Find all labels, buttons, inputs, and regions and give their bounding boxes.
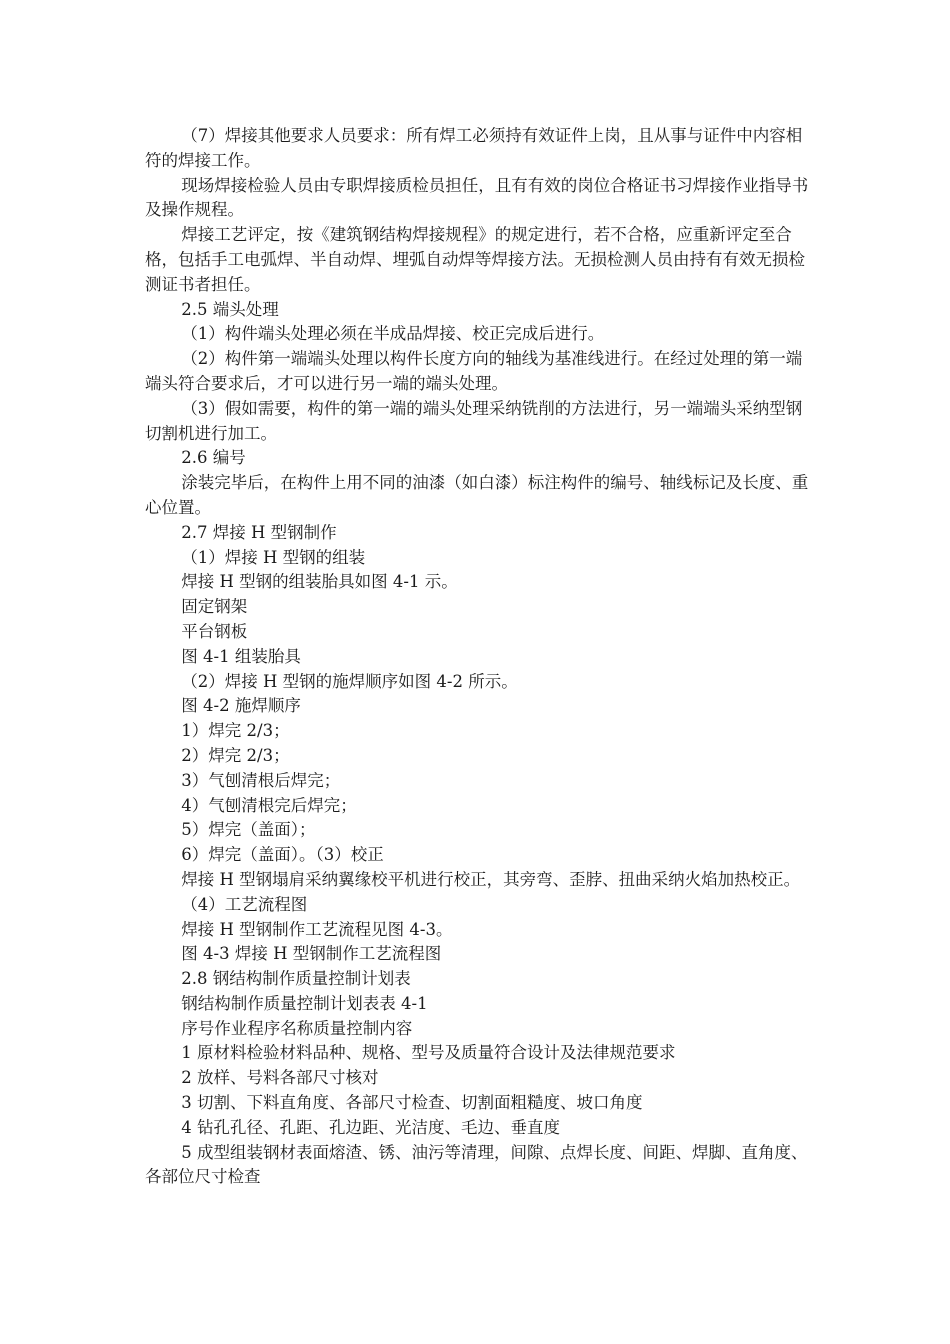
document-body — [145, 124, 810, 1190]
paragraph: 焊接 H 型钢制作工艺流程见图 4-3。 — [181, 919, 453, 939]
section-heading: 2.7 焊接 H 型钢制作 — [181, 522, 337, 542]
paragraph: 焊接 H 型钢的组装胎具如图 4-1 示。 — [181, 572, 458, 592]
list-item: 5）焊完（盖面）； — [181, 820, 316, 840]
paragraph: 涂装完毕后，在构件上用不同的油漆（如白漆）标注构件的编号、轴线标记及长度、重心位置。 — [145, 473, 809, 517]
paragraph: 焊接 H 型钢塌肩采纳翼缘校平机进行校正，其旁弯、歪脖、扭曲采纳火焰加热校正。 — [181, 869, 801, 889]
table-header-row: 序号作业程序名称质量控制内容 — [181, 1018, 413, 1038]
section-heading: 2.5 端头处理 — [181, 299, 279, 319]
table-row: 1 原材料检验材料品种、规格、型号及质量符合设计及法律规范要求 — [181, 1043, 676, 1063]
table-row: 2 放样、号料各部尺寸核对 — [181, 1068, 379, 1088]
table-row: 5 成型组装钢材表面熔渣、锈、油污等清理，间隙、点焊长度、间距、焊脚、直角度、各部位尺寸检查 — [145, 1142, 808, 1187]
figure-label: 固定钢架 — [181, 597, 248, 617]
list-item: 4）气刨清根完后焊完； — [181, 795, 357, 815]
figure-caption: 图 4-2 施焊顺序 — [181, 696, 301, 716]
list-item: 1）焊完 2/3； — [181, 721, 290, 741]
section-heading: 2.6 编号 — [181, 448, 246, 468]
paragraph: 现场焊接检验人员由专职焊接质检员担任，且有有效的岗位合格证书习焊接作业指导书及操作规程。 — [145, 175, 809, 220]
table-row: 4 钻孔孔径、孔距、孔边距、光洁度、毛边、垂直度 — [181, 1117, 561, 1137]
paragraph: （1）构件端头处理必须在半成品焊接、校正完成后进行。 — [181, 324, 605, 344]
paragraph: （7）焊接其他要求人员要求：所有焊工必须持有效证件上岗，且从事与证件中内容相符的焊接工作。 — [145, 126, 803, 170]
figure-label: 平台钢板 — [181, 621, 248, 641]
list-item: 6）焊完（盖面）。（3）校正 — [181, 845, 384, 865]
section-heading: 2.8 钢结构制作质量控制计划表 — [181, 969, 411, 989]
paragraph: （3）假如需要，构件的第一端的端头处理采纳铣削的方法进行，另一端端头采纳型钢切割机进行加工。 — [145, 398, 803, 443]
figure-caption: 图 4-3 焊接 H 型钢制作工艺流程图 — [181, 944, 442, 964]
paragraph: 焊接工艺评定，按《建筑钢结构焊接规程》的规定进行，若不合格，应重新评定至合格，包括手工电弧焊、半自动焊、埋弧自动焊等焊接方法。无损检测人员由持有有效无损检测证书者担任。 — [145, 225, 805, 294]
list-item: 3）气刨清根后焊完； — [181, 770, 341, 790]
table-row: 3 切割、下料直角度、各部尺寸检查、切割面粗糙度、坡口角度 — [181, 1093, 643, 1113]
paragraph: （1）焊接 H 型钢的组装 — [181, 547, 366, 567]
paragraph: （4）工艺流程图 — [181, 894, 308, 914]
paragraph: （2）焊接 H 型钢的施焊顺序如图 4-2 所示。 — [181, 671, 518, 691]
paragraph: （2）构件第一端端头处理以构件长度方向的轴线为基准线进行。在经过处理的第一端端头符合要求后，才可以进行另一端的端头处理。 — [145, 349, 803, 393]
figure-caption: 图 4-1 组装胎具 — [181, 646, 301, 666]
list-item: 2）焊完 2/3； — [181, 745, 290, 765]
table-caption: 钢结构制作质量控制计划表表 4-1 — [181, 993, 428, 1013]
